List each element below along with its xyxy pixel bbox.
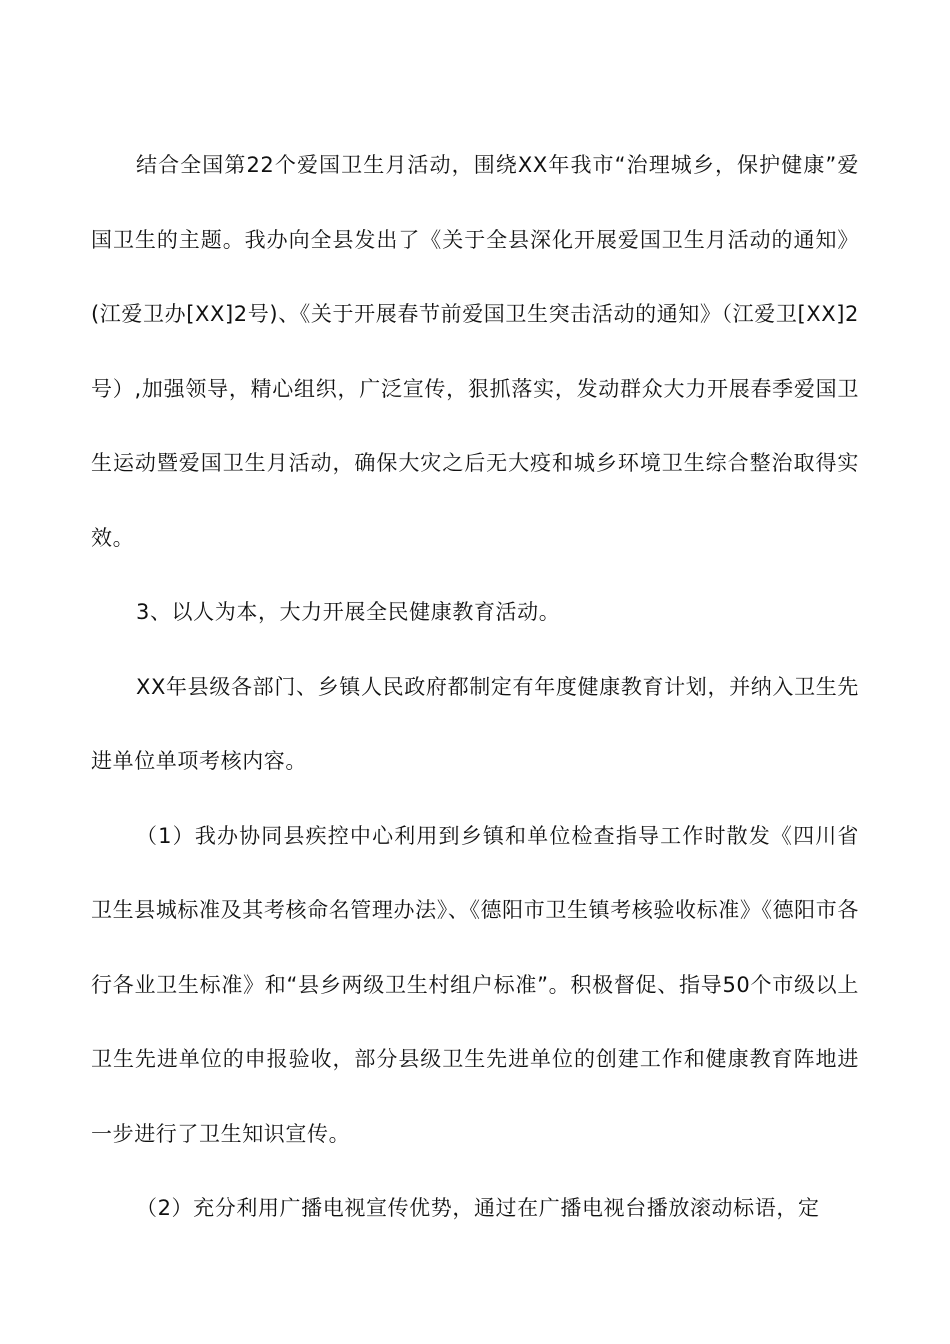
paragraph-item-1: （1）我办协同县疾控中心利用到乡镇和单位检查指导工作时散发《四川省卫生县城标准及其考核命名管理办法》、《德阳市卫生镇考核验收标准》《德阳市各行各业卫生标准》和“县乡两级卫生村组户标准”。积极督促、指导50个市级以上卫生先进单位的申报验收，部分县级卫生先进单位的创建工作和健康教育阵地进一步进行了卫生知识宣传。 (91, 823, 859, 1146)
paragraph-section-heading: 3、以人为本，大力开展全民健康教育活动。 (136, 600, 561, 624)
paragraph-item-2: （2）充分利用广播电视宣传优势，通过在广播电视台播放滚动标语，定 (136, 1196, 820, 1220)
document-body (91, 128, 859, 1246)
paragraph-health-plan: XX年县级各部门、乡镇人民政府都制定有年度健康教育计划，并纳入卫生先进单位单项考核内容。 (91, 674, 859, 773)
paragraph-campaign-summary: 结合全国第22个爱国卫生月活动，围绕XX年我市“治理城乡，保护健康”爱国卫生的主题。我办向全县发出了《关于全县深化开展爱国卫生月活动的通知》(江爱卫办[XX]2号)、《关于开展春节前爱国卫生突击活动的通知》（江爱卫[XX]2号）,加强领导，精心组织，广泛宣传，狠抓落实，发动群众大力开展春季爱国卫生运动暨爱国卫生月活动，确保大灾之后无大疫和城乡环境卫生综合整治取得实效。 (91, 153, 859, 550)
